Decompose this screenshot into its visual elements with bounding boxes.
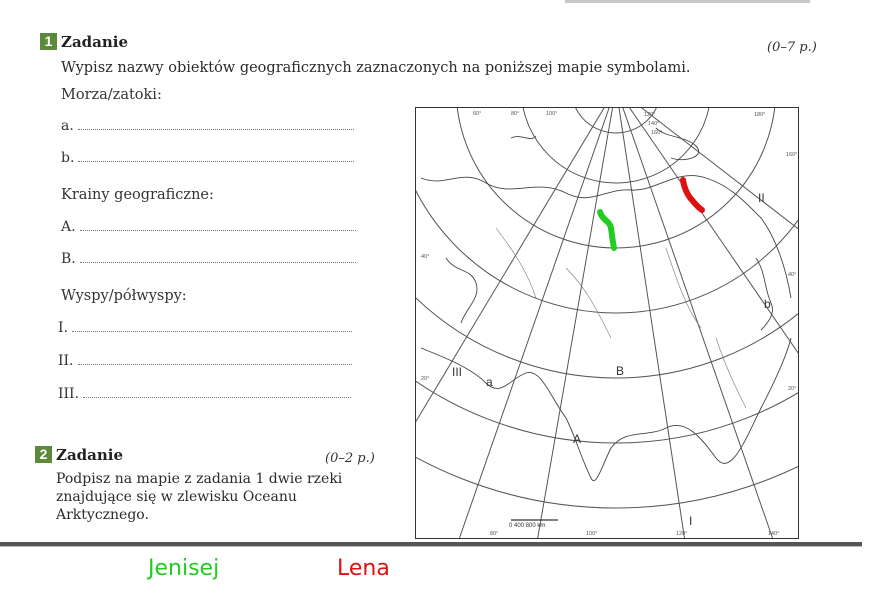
- map-label-A: A: [573, 432, 582, 446]
- deg-label: 120°: [644, 112, 656, 118]
- map-label-III: III: [452, 365, 463, 379]
- graticule-lat-70: [521, 108, 711, 183]
- map-svg: [416, 108, 798, 538]
- map-label-II: II: [758, 191, 765, 205]
- southern-coastline: [421, 338, 791, 481]
- seas-heading: Morza/zatoki:: [61, 87, 162, 103]
- scale-label: 0 400 800 km: [509, 523, 546, 529]
- bottom-rule-thin: [0, 546, 862, 547]
- graticule-lat-60: [456, 108, 776, 248]
- map-label-B: B: [616, 364, 625, 378]
- answer-river-jenisej: Jenisej: [148, 556, 220, 581]
- deg-label: 40°: [421, 254, 430, 260]
- pacific-coast: [756, 258, 773, 330]
- islands-heading: Wyspy/półwyspy:: [61, 288, 187, 304]
- island-answer-line-III[interactable]: III.: [58, 386, 351, 402]
- river-ob: [496, 228, 536, 298]
- caspian-outline: [446, 258, 477, 323]
- task1-points: (0–7 p.): [767, 40, 817, 55]
- task2-instruction: Podpisz na mapie z zadania 1 dwie rzeki znajdujące się w zlewisku Oceanu Arktycznego.: [56, 471, 343, 523]
- top-edge-line: [565, 0, 810, 3]
- map-label-I: I: [689, 514, 693, 528]
- deg-label: 160°: [786, 152, 798, 158]
- deg-label: 140°: [768, 531, 780, 537]
- deg-label: 100°: [586, 531, 598, 537]
- graticule-meridian-40: [416, 108, 616, 488]
- task2-points: (0–2 p.): [325, 451, 375, 466]
- deg-label: 80°: [490, 531, 499, 537]
- sea-answer-line-b[interactable]: b.: [61, 150, 354, 166]
- task2-number-badge: 2: [35, 446, 52, 463]
- deg-label: 160°: [651, 130, 663, 136]
- highlighted-river-jenisej: [600, 212, 614, 248]
- arctic-coastline: [421, 176, 791, 298]
- map-label-b: b: [764, 297, 771, 311]
- map-scale-bar: [509, 520, 558, 529]
- deg-label: 140°: [648, 121, 660, 127]
- island-answer-line-I[interactable]: I.: [58, 320, 352, 336]
- highlighted-river-lena: [683, 180, 702, 210]
- river-minor-1: [566, 268, 611, 338]
- graticule-lat-40: [416, 108, 798, 378]
- deg-label: 60°: [473, 111, 482, 117]
- graticule-meridian-80: [536, 108, 616, 538]
- island-answer-line-II[interactable]: II.: [58, 353, 352, 369]
- deg-label: 120°: [676, 531, 688, 537]
- deg-label: 80°: [511, 111, 520, 117]
- deg-label: 100°: [546, 111, 558, 117]
- region-answer-line-B[interactable]: B.: [61, 251, 356, 267]
- contour-map-asia: [415, 107, 799, 539]
- deg-label: 20°: [788, 386, 797, 392]
- river-minor-3: [716, 338, 746, 408]
- sea-answer-line-a[interactable]: a.: [61, 118, 354, 134]
- deg-label: 180°: [754, 112, 766, 118]
- task2-title: Zadanie: [56, 446, 124, 464]
- task1-title: Zadanie: [61, 33, 129, 51]
- deg-label: 40°: [788, 272, 797, 278]
- regions-heading: Krainy geograficzne:: [61, 187, 214, 203]
- graticule-meridian-100: [616, 108, 686, 538]
- novaya-zemlya: [511, 136, 536, 139]
- answer-river-lena: Lena: [337, 556, 390, 581]
- task1-number-badge: 1: [40, 33, 57, 50]
- map-label-a: a: [486, 375, 493, 389]
- region-answer-line-A[interactable]: A.: [61, 219, 356, 235]
- task1-instruction: Wypisz nazwy obiektów geograficznych zaznaczonych na poniższej mapie symbolami.: [61, 60, 691, 76]
- deg-label: 20°: [421, 376, 430, 382]
